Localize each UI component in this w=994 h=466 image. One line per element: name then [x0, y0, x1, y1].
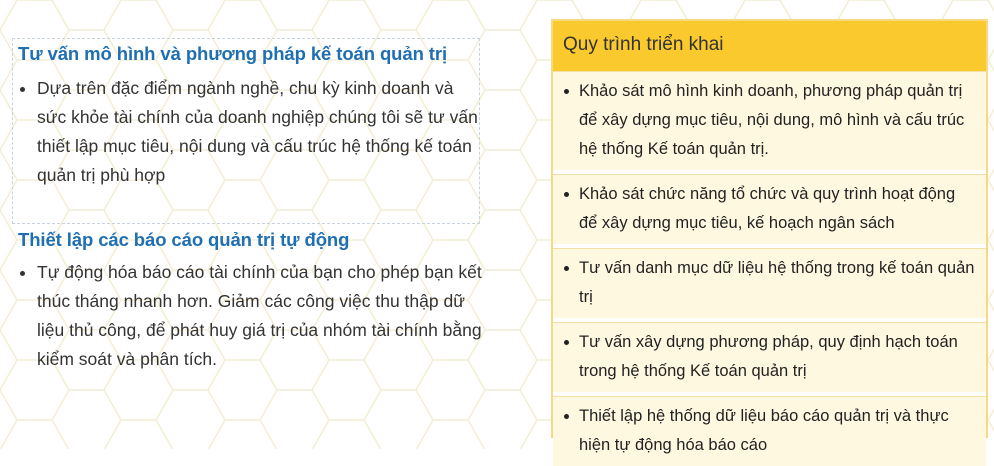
process-step: Tư vấn danh mục dữ liệu hệ thống trong kế toán quản trị [553, 248, 986, 318]
list-item: Tự động hóa báo cáo tài chính của bạn cho phép bạn kết thúc tháng nhanh hơn. Giảm các công việc thu thập dữ liệu thủ công, để phát huy giá trị của nhóm tài chính bằng kiểm soát và phân tích. [17, 258, 487, 374]
process-panel [551, 19, 988, 454]
process-step: Tư vấn xây dựng phương pháp, quy định hạch toán trong hệ thống Kế toán quản trị [553, 322, 986, 392]
list-item: Dựa trên đặc điểm ngành nghề, chu kỳ kinh doanh và sức khỏe tài chính của doanh nghiệp chúng tôi sẽ tư vấn thiết lập mục tiêu, nội dung và cấu trúc hệ thống kế toán quản trị phù hợp [17, 74, 487, 190]
process-title: Quy trình triển khai [553, 21, 986, 71]
section-heading-consulting: Tư vấn mô hình và phương pháp kế toán quản trị [18, 43, 448, 64]
process-step: Khảo sát mô hình kinh doanh, phương pháp quản trị để xây dựng mục tiêu, nội dung, mô hình và cấu trúc hệ thống Kế toán quản trị. [553, 71, 986, 170]
process-step: Thiết lập hệ thống dữ liệu báo cáo quản trị và thực hiện tự động hóa báo cáo [553, 396, 986, 466]
process-step: Khảo sát chức năng tổ chức và quy trình hoạt động để xây dựng mục tiêu, kế hoạch ngân sách [553, 174, 986, 244]
section-heading-auto-reports: Thiết lập các báo cáo quản trị tự động [18, 229, 350, 250]
consulting-bullet-list [17, 74, 487, 190]
process-step-list [553, 71, 986, 466]
auto-reports-bullet-list [17, 258, 487, 374]
